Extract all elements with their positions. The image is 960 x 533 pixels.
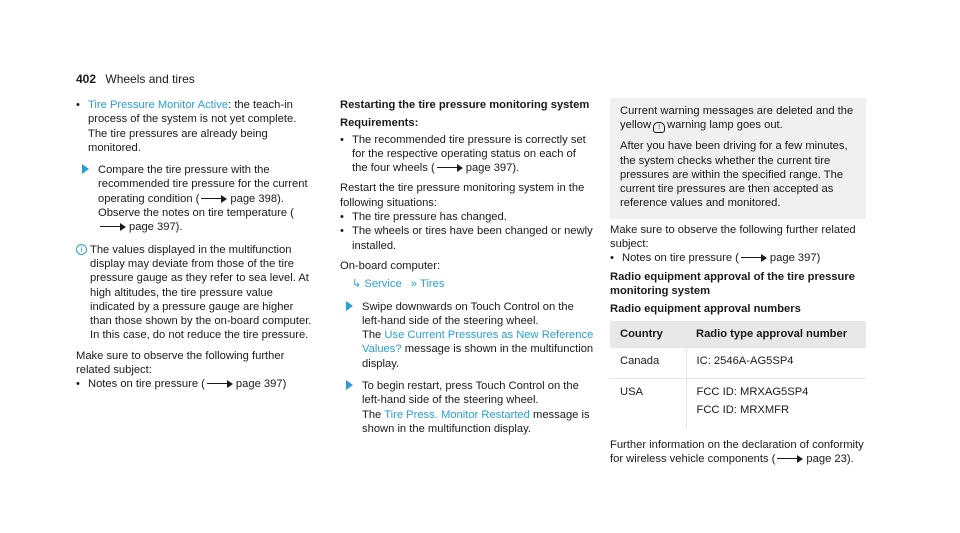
menu-item-service: Service (364, 278, 402, 291)
list-item: • The recommended tire pressure is correctly set for the respective operating status on each of the four wheels ( page 397). (340, 133, 594, 176)
onboard-computer-label: On-board computer: (340, 259, 441, 272)
further-subject-text: Make sure to observe the following further related subject: (76, 349, 285, 377)
page-header (76, 72, 195, 86)
column-1 (76, 98, 316, 392)
requirements-label: Requirements: (340, 117, 419, 130)
tire-pressure-warning-lamp-icon: ! (653, 122, 665, 133)
action-step: Compare the tire pressure with the recommended tire pressure for the current operating condition ( page 398). Observe the notes on tire temperature (page 397). (76, 163, 316, 234)
info-icon: i (76, 244, 87, 255)
return-arrow-icon: ↳ (352, 278, 362, 291)
subsection-heading: Radio equipment approval numbers (610, 303, 801, 316)
page-ref-arrow-icon (437, 164, 463, 172)
table-cell: IC: 2546A-AG5SP4 (686, 347, 866, 378)
page-ref-arrow-icon (100, 223, 126, 231)
table-row (610, 347, 866, 378)
list-item: • The wheels or tires have been changed or newly installed. (340, 224, 594, 253)
page-ref-arrow-icon (207, 380, 233, 388)
restart-text: Restart the tire pressure monitoring system in the following situations: (340, 182, 585, 209)
result-box: Current warning messages are deleted and the yellow ! warning lamp goes out. After you have been driving for a few minutes, the system checks whether the current tire pressures are within the specified range. The current tire pressures are then accepted as reference values and monitored. (610, 98, 866, 219)
list-item: • Tire Pressure Monitor Active: the teach-in process of the system is not yet complete. The tire pressures are already being monitored. (76, 98, 316, 155)
table-cell: FCC ID: MRXAG5SP4 FCC ID: MRXMFR (686, 379, 866, 428)
footer-text: Further information on the declaration of conformity for wireless vehicle components ( page 23). (610, 438, 864, 466)
menu-path (352, 277, 594, 291)
page-ref-link[interactable]: page 397 (465, 162, 513, 175)
column-header: Country (610, 321, 686, 348)
page-ref-link[interactable]: page 398 (230, 192, 278, 205)
table-cell: Canada (610, 347, 686, 378)
display-message-text: Tire Press. Monitor Restarted (384, 408, 530, 421)
column-header: Radio type approval number (686, 321, 866, 348)
page-ref-arrow-icon (777, 455, 803, 463)
table-row (610, 379, 866, 428)
approval-table (610, 321, 866, 428)
page-ref-link[interactable]: page 23 (806, 453, 847, 466)
triangle-action-icon (82, 164, 89, 174)
page-ref-arrow-icon (741, 254, 767, 262)
action-step: To begin restart, press Touch Control on the left-hand side of the steering wheel. The Tire Press. Monitor Restarted message is shown in the multifunction display. (340, 379, 594, 436)
page-ref-link[interactable]: page 397 (769, 252, 817, 265)
page-number: 402 (76, 72, 97, 86)
list-item: • Notes on tire pressure ( page 397) (610, 251, 866, 265)
triangle-action-icon (346, 301, 353, 311)
list-item: • Notes on tire pressure ( page 397) (76, 377, 316, 391)
page-ref-arrow-icon (201, 195, 227, 203)
page-ref-link[interactable]: page 397 (129, 221, 176, 234)
triangle-action-icon (346, 380, 353, 390)
further-subject-text: Make sure to observe the following further related subject: (610, 223, 856, 251)
section-heading: Radio equipment approval of the tire pressure monitoring system (610, 270, 855, 297)
section-heading: Restarting the tire pressure monitoring system (340, 99, 590, 111)
double-chevron-icon: » (410, 278, 418, 291)
column-2 (340, 98, 594, 444)
status-message-link: Tire Pressure Monitor Active (88, 99, 229, 111)
list-item: • The tire pressure has changed. (340, 210, 594, 224)
table-cell: USA (610, 379, 686, 428)
action-step: Swipe downwards on Touch Control on the left-hand side of the steering wheel. The Use Current Pressures as New Reference Values? message is shown in the multifunction display. (340, 300, 594, 371)
page-ref-link[interactable]: page 397 (235, 378, 283, 391)
column-3 (610, 98, 866, 466)
section-title: Wheels and tires (105, 72, 195, 86)
menu-item-tires: Tires (420, 278, 445, 291)
display-message-text: Use Current Pressures as New Reference Values? (362, 329, 594, 356)
table-header-row (610, 321, 866, 348)
info-note: i The values displayed in the multifunction display may deviate from those of the tire pressure gauge as they refer to sea level. At high altitudes, the tire pressure value indicated by a pressure gauge are higher than those shown by the on-board computer. In this case, do not reduce the tire pressure. (76, 243, 316, 343)
